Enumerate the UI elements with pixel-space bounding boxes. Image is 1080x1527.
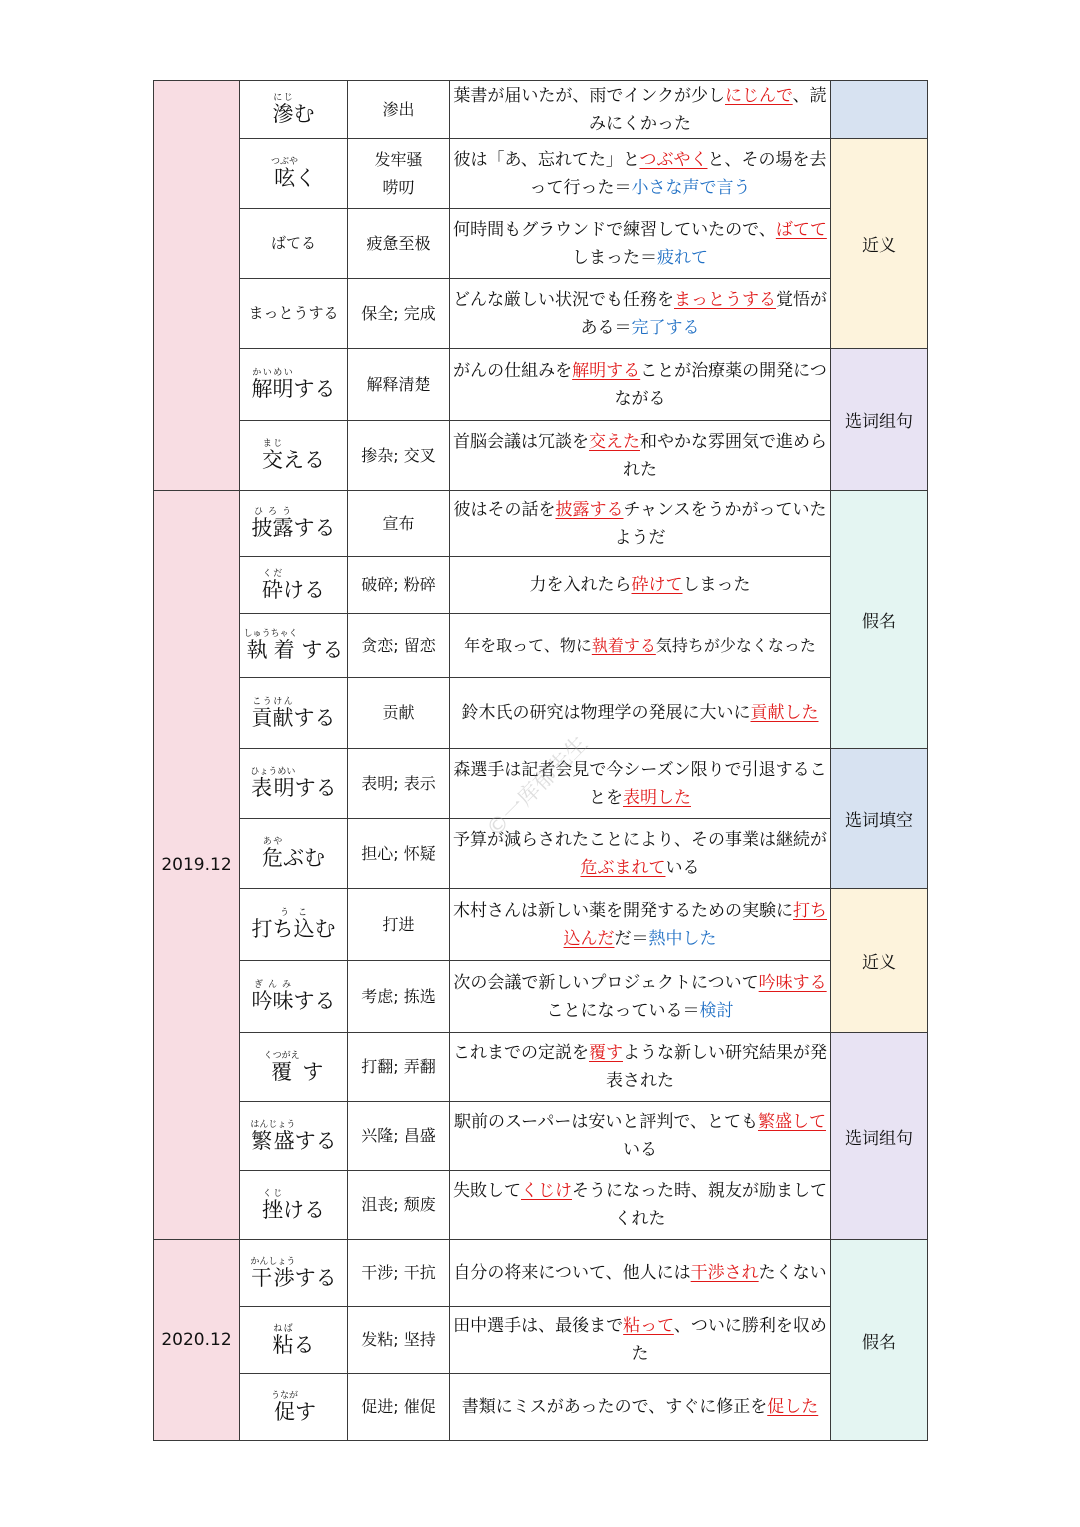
word-tail: ける: [283, 1197, 325, 1222]
word-wrap: [262, 1188, 325, 1222]
table-row: [154, 678, 928, 749]
synonym-text: 疲れて: [657, 247, 708, 268]
word-cell: [240, 279, 348, 349]
word-kanji: 吟味: [251, 989, 294, 1014]
highlight-word: 執着する: [591, 635, 656, 655]
meaning-text: 渗出: [382, 99, 415, 119]
word-ruby: [243, 629, 298, 663]
table-row: [154, 1102, 928, 1171]
table-row: [154, 614, 928, 678]
word-reading: まじ: [262, 439, 283, 450]
word-wrap: [263, 1050, 324, 1084]
word-ruby: [272, 93, 294, 127]
word-kanji: 呟: [270, 166, 298, 191]
word-tail: する: [293, 989, 336, 1014]
example-text: 駅前のスーパーは安いと評判で、とても: [454, 1112, 758, 1132]
example-cell: [450, 279, 831, 349]
word-reading: う こ: [279, 908, 307, 919]
highlight-word: ばてて: [775, 219, 827, 240]
word-cell: [240, 614, 348, 678]
table-row: [154, 819, 928, 889]
meaning-text: 贡献: [382, 703, 415, 722]
word-ruby: [270, 1390, 298, 1424]
word-tail: する: [294, 776, 337, 801]
word-kanji: 披露: [251, 516, 294, 541]
word-cell: [240, 1171, 348, 1240]
word-kanji: 砕: [262, 577, 283, 602]
highlight-word: くじけ: [521, 1181, 572, 1201]
word-reading: くじ: [262, 1188, 283, 1199]
word-wrap: [251, 507, 336, 541]
word-reading: くだ: [262, 568, 283, 579]
highlight-word: 覆す: [589, 1043, 623, 1063]
word-wrap: [262, 568, 325, 602]
highlight-word: まっとうする: [674, 289, 776, 310]
example-cell: [450, 491, 831, 557]
word-wrap: [272, 93, 315, 127]
meaning-cell: [348, 1033, 450, 1102]
synonym-text: 熱中した: [648, 928, 717, 949]
synonym-text: 検討: [699, 1000, 734, 1021]
example-text: 森選手は記者会見で今シーズン限りで引退することを: [453, 759, 827, 808]
example-cell: [450, 961, 831, 1033]
example-cell: [450, 1307, 831, 1374]
table-row: [154, 557, 928, 614]
table-row: [154, 421, 928, 491]
table-row: [154, 889, 928, 961]
example-text: 、ついに勝利を収めた: [631, 1316, 827, 1364]
word-wrap: [251, 368, 336, 402]
example-cell: [450, 209, 831, 279]
word-cell: [240, 819, 348, 889]
word-cell: [240, 421, 348, 491]
word-reading: かんしょう: [250, 1256, 296, 1267]
example-text: しまった: [682, 575, 751, 595]
table-row: [154, 491, 928, 557]
synonym-text: 小さな声で言う: [631, 177, 751, 198]
example-text: これまでの定説を: [453, 1043, 589, 1063]
meaning-cell: [348, 889, 450, 961]
word-wrap: [250, 767, 337, 801]
meaning-cell: [348, 1307, 450, 1374]
example-text: 自分の将来について、他人には: [453, 1263, 691, 1283]
meaning-text: 促进; 催促: [361, 1397, 436, 1416]
meaning-cell: [348, 678, 450, 749]
word-wrap: [272, 1323, 315, 1357]
example-text: 気持ちが少なくなった: [655, 635, 816, 655]
meaning-cell: [348, 819, 450, 889]
example-cell: [450, 81, 831, 139]
table-row: [154, 1240, 928, 1307]
table-row: [154, 139, 928, 209]
word-ruby: [251, 507, 294, 541]
watermark: ©一库郁先生: [481, 731, 593, 843]
example-text: 鈴木氏の研究は物理学の発展に大いに: [461, 703, 751, 723]
word-tail: ける: [283, 577, 325, 602]
category-cell: 选词组句: [831, 1033, 928, 1240]
word-cell: [240, 961, 348, 1033]
example-text: チャンスをうかがっていたようだ: [614, 499, 827, 548]
word-reading: ひょうめい: [250, 767, 296, 778]
table-row: [154, 209, 928, 279]
word-tail: る: [293, 1332, 315, 1357]
word-ruby: [250, 1256, 296, 1290]
word-tail: える: [283, 448, 325, 473]
example-text: 何時間もグラウンドで練習していたので、: [453, 219, 776, 240]
word-wrap: [270, 1390, 316, 1424]
category-cell: 近义: [831, 139, 928, 349]
word-cell: [240, 889, 348, 961]
highlight-word: 砕けて: [631, 575, 683, 595]
meaning-cell: [348, 1102, 450, 1171]
word-ruby: [262, 568, 283, 602]
word-ruby: [251, 696, 294, 730]
word-display: 打ち込む: [251, 917, 336, 942]
word-kanji: 干渉: [250, 1265, 296, 1290]
meaning-text: 发粘; 坚持: [361, 1330, 436, 1349]
highlight-word: 表明した: [623, 787, 691, 808]
example-text: 彼は「あ、忘れてた」と: [453, 149, 640, 170]
highlight-word: 披露する: [555, 499, 624, 520]
word-reading: くつがえ: [263, 1050, 300, 1061]
word-cell: [240, 349, 348, 421]
meaning-cell: [348, 349, 450, 421]
word-tail: す: [294, 1399, 316, 1424]
word-ruby: [262, 1188, 283, 1222]
word-ruby: [262, 439, 283, 473]
word-tail: す: [295, 1059, 324, 1084]
word-kanji: 挫: [262, 1197, 283, 1222]
word-reading: ねば: [272, 1323, 294, 1334]
meaning-cell: [348, 749, 450, 819]
word-wrap: [251, 696, 336, 730]
example-cell: [450, 1171, 831, 1240]
word-tail: まっとうする: [248, 303, 339, 322]
word-kanji: 危: [262, 846, 283, 871]
meaning-text: 考虑; 拣选: [361, 986, 436, 1006]
example-text: ことが治療薬の開発につながる: [614, 360, 827, 409]
table-row: [154, 81, 928, 139]
example-text: 書類にミスがあったので、すぐに修正を: [461, 1397, 768, 1417]
highlight-word: にじんで: [725, 85, 793, 106]
meaning-cell: [348, 491, 450, 557]
word-kanji: 粘: [272, 1332, 294, 1357]
synonym-text: 完了する: [631, 317, 700, 338]
word-wrap: [270, 157, 316, 191]
meaning-cell: [348, 1240, 450, 1307]
highlight-word: 促した: [767, 1397, 819, 1417]
example-cell: [450, 1240, 831, 1307]
example-text: いる: [665, 857, 700, 878]
example-text: 首脳会議は冗談を: [453, 431, 589, 452]
example-cell: [450, 1374, 831, 1441]
word-tail: ぶむ: [283, 846, 325, 871]
meaning-text: 解释清楚: [366, 374, 431, 394]
example-text: しまった＝: [572, 247, 657, 268]
word-tail: ばてる: [270, 233, 316, 252]
meaning-cell: [348, 81, 450, 139]
meaning-text: 掺杂; 交叉: [361, 445, 436, 465]
example-text: 次の会議で新しいプロジェクトについて: [453, 972, 759, 993]
meaning-cell: [348, 1374, 450, 1441]
example-cell: [450, 139, 831, 209]
example-text: ような新しい研究結果が発表された: [606, 1043, 827, 1091]
example-cell: [450, 1033, 831, 1102]
word-reading: はんじょう: [250, 1119, 296, 1130]
example-text: ことになっている＝: [546, 1000, 700, 1021]
highlight-word: 貢献した: [750, 703, 819, 723]
word-tail: する: [293, 705, 336, 730]
example-text: いる: [623, 1140, 657, 1160]
word-cell: [240, 1102, 348, 1171]
word-cell: [240, 557, 348, 614]
word-reading: あや: [262, 837, 283, 848]
word-ruby: [250, 767, 296, 801]
table-row: [154, 279, 928, 349]
word-kanji: 交: [262, 448, 283, 473]
word-tail: する: [293, 516, 336, 541]
category-cell: 假名: [831, 491, 928, 749]
word-cell: [240, 678, 348, 749]
table-row: [154, 1374, 928, 1441]
example-cell: [450, 421, 831, 491]
example-text: 失敗して: [453, 1181, 521, 1201]
word-reading: かいめい: [251, 368, 294, 379]
word-cell: [240, 491, 348, 557]
table-row: [154, 349, 928, 421]
meaning-text: 保全; 完成: [361, 303, 436, 323]
word-kanji: 貢献: [251, 705, 294, 730]
meaning-text: 沮丧; 颓废: [361, 1195, 436, 1214]
table-row: [154, 1307, 928, 1374]
example-text: 木村さんは新しい薬を開発するための実験に: [453, 900, 793, 921]
word-kanji: 覆: [263, 1059, 300, 1084]
meaning-text: 打进: [382, 914, 415, 934]
meaning-text: 发牢骚: [374, 149, 423, 169]
meaning-text: 疲惫至极: [366, 233, 431, 253]
word-cell: [240, 1240, 348, 1307]
example-cell: [450, 889, 831, 961]
word-kanji: 滲: [272, 102, 294, 127]
example-text: 覚悟がある＝: [580, 289, 827, 338]
word-kanji: 表明: [250, 776, 296, 801]
category-cell: 近义: [831, 889, 928, 1033]
word-tail: する: [294, 1128, 337, 1153]
table-row: [154, 1171, 928, 1240]
category-cell: 选词填空: [831, 749, 928, 889]
meaning-text: 担心; 怀疑: [361, 843, 436, 863]
word-tail: する: [293, 377, 336, 402]
word-tail: する: [294, 1265, 337, 1290]
word-ruby: [250, 1119, 296, 1153]
highlight-word: つぶやく: [639, 149, 708, 170]
word-reading: つぶや: [270, 157, 298, 168]
word-kanji: 執着: [243, 638, 298, 663]
highlight-word: 吟味する: [758, 972, 827, 993]
example-text: そうになった時、親友が励ましてくれた: [572, 1181, 827, 1229]
word-ruby: [272, 1323, 294, 1357]
meaning-cell: [348, 421, 450, 491]
example-text: がんの仕組みを: [453, 360, 573, 381]
table-row: [154, 961, 928, 1033]
year-cell: [154, 81, 240, 491]
word-reading: うなが: [270, 1390, 298, 1401]
meaning-cell: [348, 614, 450, 678]
example-text: 彼はその話を: [453, 499, 556, 520]
word-reading: しゅうちゃく: [243, 629, 298, 640]
category-cell: 假名: [831, 1240, 928, 1441]
category-cell: [831, 81, 928, 139]
highlight-word: 危ぶまれて: [580, 857, 666, 878]
word-cell: [240, 749, 348, 819]
meaning-cell: [348, 557, 450, 614]
word-reading: ひろう: [251, 507, 294, 518]
word-ruby: [270, 157, 298, 191]
word-cell: [240, 1374, 348, 1441]
meaning-cell: [348, 1171, 450, 1240]
example-text: 田中選手は、最後まで: [453, 1316, 624, 1336]
year-cell: 2019.12: [154, 491, 240, 1240]
meaning-cell: [348, 279, 450, 349]
example-text: 予算が減らされたことにより、その事業は継続が: [453, 829, 827, 850]
word-tail: む: [293, 102, 315, 127]
year-cell: 2020.12: [154, 1240, 240, 1441]
example-text: 和やかな雰囲気で進められた: [623, 431, 827, 480]
example-text: 、読みにくかった: [589, 85, 827, 134]
word-cell: [240, 81, 348, 139]
word-tail: する: [294, 638, 344, 663]
meaning-cell: [348, 139, 450, 209]
table-row: [154, 1033, 928, 1102]
meaning-text: 破碎; 粉碎: [361, 575, 436, 594]
word-tail: く: [294, 166, 316, 191]
word-cell: [240, 1307, 348, 1374]
word-reading: ぎんみ: [251, 980, 294, 991]
example-text: たくない: [758, 1263, 827, 1283]
meaning-text: 唠叨: [382, 177, 415, 197]
example-text: どんな厳しい状況でも任務を: [453, 289, 674, 310]
word-cell: [240, 139, 348, 209]
word-kanji: 解明: [251, 377, 294, 402]
meaning-text: 贪恋; 留恋: [361, 635, 436, 655]
word-kanji: 繁盛: [250, 1128, 296, 1153]
example-text: だ＝: [614, 928, 649, 949]
highlight-word: 打ち込んだ: [563, 900, 827, 949]
example-cell: [450, 614, 831, 678]
highlight-word: 交えた: [589, 431, 640, 452]
word-wrap: [251, 980, 336, 1014]
word-cell: [240, 209, 348, 279]
meaning-text: 打翻; 弄翻: [361, 1057, 436, 1076]
meaning-cell: [348, 209, 450, 279]
example-cell: [450, 349, 831, 421]
example-cell: [450, 557, 831, 614]
meaning-text: 表明; 表示: [361, 773, 436, 793]
word-reading: にじ: [272, 93, 294, 104]
word-ruby: [263, 1050, 300, 1084]
category-cell: 选词组句: [831, 349, 928, 491]
word-wrap: [250, 1119, 337, 1153]
word-reading: こうけん: [251, 696, 294, 707]
example-text: 力を入れたら: [529, 575, 632, 595]
word-wrap: [243, 629, 344, 663]
highlight-word: 粘って: [623, 1316, 674, 1336]
example-text: 年を取って、物に: [464, 635, 592, 655]
word-wrap: [250, 1256, 337, 1290]
example-text: 葉書が届いたが、雨でインクが少し: [453, 85, 725, 106]
word-ruby: [251, 368, 294, 402]
meaning-text: 干涉; 干抗: [361, 1263, 436, 1282]
word-wrap: [262, 439, 325, 473]
example-cell: [450, 1102, 831, 1171]
meaning-text: 宣布: [382, 513, 415, 533]
word-cell: [240, 1033, 348, 1102]
highlight-word: 繁盛して: [757, 1112, 826, 1132]
meaning-text: 兴隆; 昌盛: [361, 1126, 436, 1145]
example-text: と、その場を去って行った＝: [529, 149, 827, 198]
word-ruby: [251, 980, 294, 1014]
word-ruby: [262, 837, 283, 871]
highlight-word: 干渉され: [690, 1263, 759, 1283]
word-wrap: [262, 837, 325, 871]
meaning-cell: [348, 961, 450, 1033]
example-cell: [450, 678, 831, 749]
word-kanji: 促: [270, 1399, 298, 1424]
highlight-word: 解明する: [572, 360, 641, 381]
